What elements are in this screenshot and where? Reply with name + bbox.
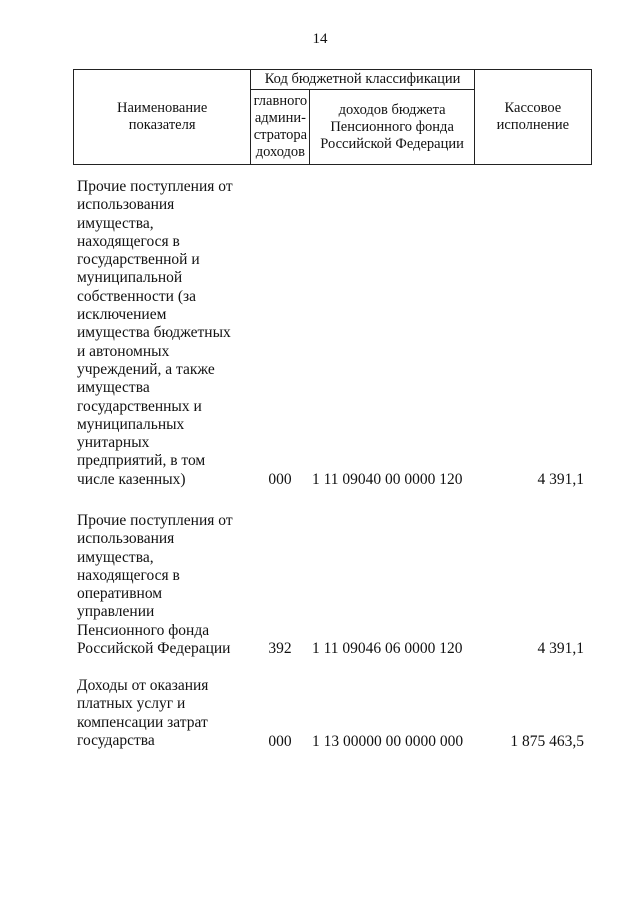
row-name-line: государственной и bbox=[77, 251, 200, 269]
income-label-line: Российской Федерации bbox=[320, 135, 464, 152]
row-admin-code: 000 bbox=[268, 733, 292, 750]
row-name-line: платных услуг и bbox=[77, 695, 186, 713]
table-header bbox=[73, 69, 592, 165]
row-name-line: находящегося в bbox=[77, 566, 180, 584]
column-group-budget-code: Код бюджетной классификации bbox=[251, 70, 474, 90]
row-name-line: исключением bbox=[77, 306, 167, 324]
row-amount: 4 391,1 bbox=[537, 640, 584, 657]
admin-label-line: главного bbox=[253, 93, 308, 109]
row-name-line: учреждений, а также bbox=[77, 360, 215, 378]
row-name-line: Прочие поступления от bbox=[77, 512, 233, 529]
row-name-line: и автономных bbox=[77, 342, 170, 360]
row-name-line: оперативном bbox=[77, 585, 163, 603]
row-name-line: использования bbox=[77, 530, 175, 548]
row-amount: 1 875 463,5 bbox=[510, 733, 584, 750]
execution-label-line: Кассовое bbox=[504, 100, 562, 116]
execution-label-line: исполнение bbox=[496, 117, 570, 133]
row-name-line: имущества бюджетных bbox=[77, 324, 231, 342]
income-label-line: Пенсионного фонда bbox=[330, 118, 454, 135]
column-header-execution bbox=[474, 70, 591, 165]
row-name-line: Доходы от оказания bbox=[77, 677, 209, 694]
row-name-line: числе казенных) bbox=[77, 470, 186, 488]
row-amount: 4 391,1 bbox=[537, 471, 584, 488]
row-name bbox=[77, 677, 257, 750]
row-admin-code: 000 bbox=[268, 471, 292, 488]
row-name bbox=[77, 178, 257, 489]
row-name-line: собственности (за bbox=[77, 287, 196, 305]
admin-label-line: админи- bbox=[254, 110, 306, 126]
row-name-line: Российской Федерации bbox=[77, 640, 231, 658]
row-name-line: имущества bbox=[77, 379, 150, 397]
row-income-code: 1 11 09040 00 0000 120 bbox=[312, 471, 463, 488]
row-name-line: находящегося в bbox=[77, 232, 180, 250]
row-admin-code: 392 bbox=[268, 640, 292, 657]
column-header-name-label: Наименование показателя bbox=[116, 100, 208, 133]
column-header-admin bbox=[251, 90, 310, 165]
column-header-income-code bbox=[310, 90, 474, 165]
admin-label-line: стратора bbox=[253, 127, 308, 143]
row-name-line: унитарных bbox=[77, 434, 150, 452]
page-number: 14 bbox=[312, 31, 328, 47]
row-name-line: управлении bbox=[77, 603, 155, 621]
row-name-line: муниципальной bbox=[77, 269, 183, 287]
row-name-line: Пенсионного фонда bbox=[77, 621, 210, 639]
row-name-line: использования bbox=[77, 196, 175, 214]
row-name-line: предприятий, в том bbox=[77, 452, 206, 470]
row-name-line: государства bbox=[77, 731, 155, 749]
row-name-line: имущества, bbox=[77, 214, 154, 232]
row-name-line: муниципальных bbox=[77, 415, 185, 433]
row-name-line: компенсации затрат bbox=[77, 713, 208, 731]
column-header-name bbox=[74, 70, 251, 165]
row-income-code: 1 11 09046 06 0000 120 bbox=[312, 640, 463, 657]
row-name-line: Прочие поступления от bbox=[77, 178, 233, 195]
row-income-code: 1 13 00000 00 0000 000 bbox=[312, 733, 464, 750]
row-name-line: имущества, bbox=[77, 548, 154, 566]
admin-label-line: доходов bbox=[255, 144, 306, 160]
income-label-line: доходов бюджета bbox=[338, 101, 446, 118]
row-name-line: государственных и bbox=[77, 397, 202, 415]
row-name bbox=[77, 512, 257, 658]
